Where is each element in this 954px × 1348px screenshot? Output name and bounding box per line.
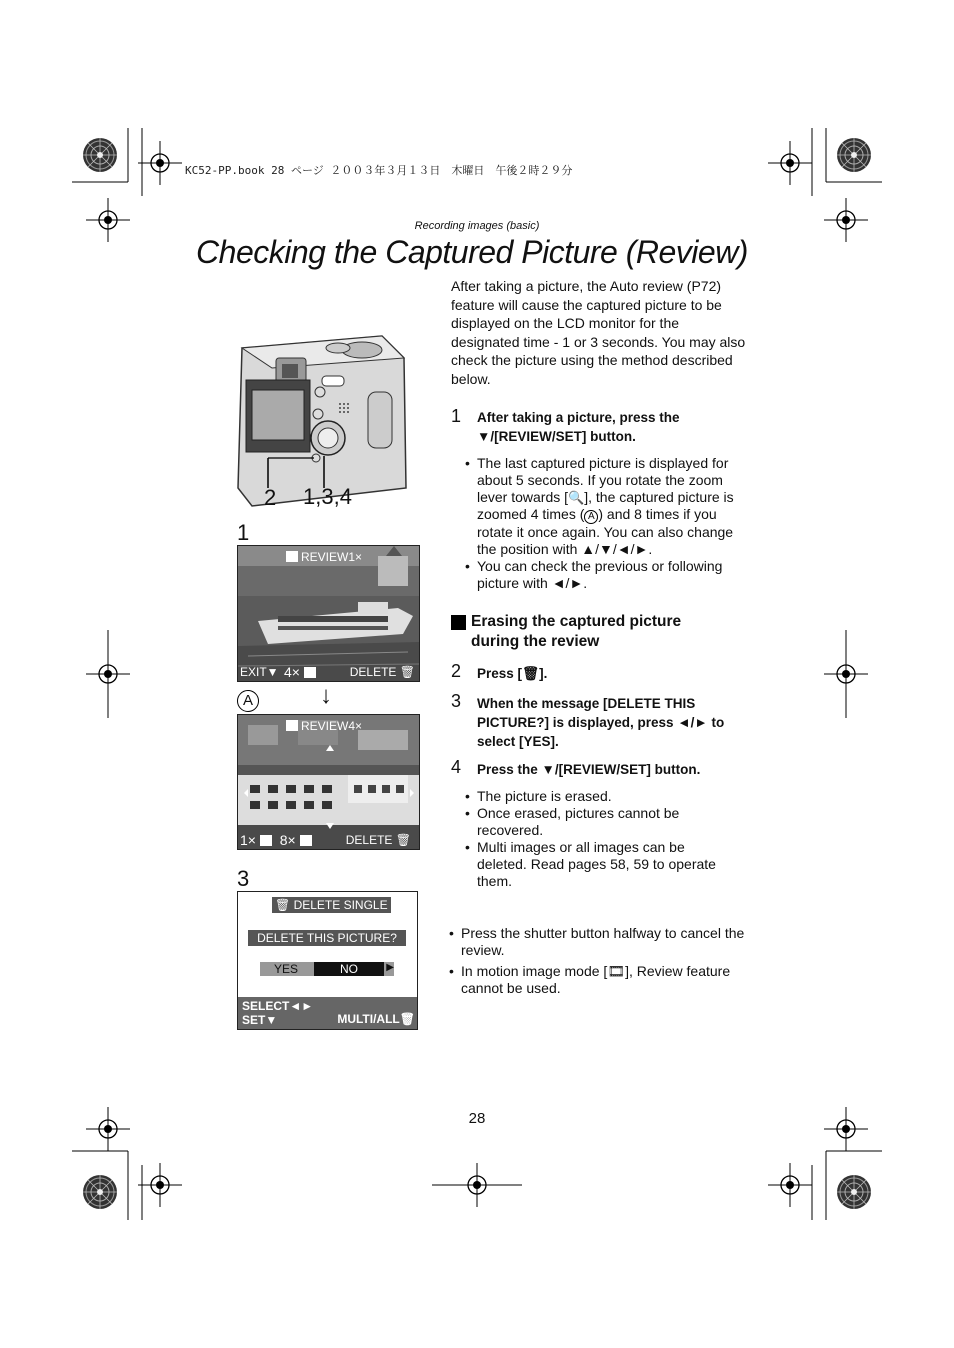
multi-grid-icon (260, 835, 272, 846)
note-1: • Press the shutter button halfway to cancel the review. (449, 925, 749, 959)
page-number: 28 (468, 1110, 486, 1127)
trash-icon: 🗑 (399, 665, 415, 679)
film-icon: 🎞 (607, 963, 626, 979)
step-4-number: 4 (451, 757, 462, 777)
step-1-bullets (465, 455, 750, 592)
note-2: • In motion image mode [🎞], Review feature cannot be used. (449, 963, 749, 997)
no-option[interactable]: NO (314, 962, 384, 976)
step-1-text: After taking a picture, press the ▼/[REVIEW/SET] button. (477, 410, 680, 444)
erasing-subheading: Erasing the captured picture during the review (471, 613, 682, 650)
trash-icon: 🗑 (522, 666, 540, 681)
delete-label-1: DELETE 🗑 (349, 665, 415, 679)
fig-label-a: A (237, 690, 259, 712)
step-2-text: Press [🗑]. (477, 666, 548, 681)
trash-icon: 🗑 (395, 833, 411, 847)
exit-label: EXIT▼ (240, 665, 279, 679)
step-2-number: 2 (451, 661, 462, 681)
page-title: Checking the Captured Picture (Review) (196, 234, 748, 270)
delete-single-title: 🗑 DELETE SINGLE (272, 897, 391, 913)
fig-label-1: 1 (237, 520, 250, 545)
intro-paragraph: After taking a picture, the Auto review (P72) feature will cause the captured picture to be displayed on the LCD monitor for the designated time - 1 or 3 seconds. You may also check the picture using the method described below. (451, 278, 746, 387)
step-1-number: 1 (451, 406, 462, 426)
review-label-4x: REVIEW4× (286, 719, 362, 733)
delete-label-2: DELETE 🗑 (345, 833, 411, 847)
yes-no-selector[interactable] (260, 962, 394, 976)
zoom-1x-label: 1× 8× (240, 832, 312, 848)
zoom-magnifier-icon (300, 835, 312, 846)
book-header-line: KC52-PP.book 28 ページ ２００３年３月１３日 木曜日 午後２時２９分 (185, 164, 573, 177)
step-4-bullet-1: • The picture is erased. (465, 788, 735, 805)
step-3-text: When the message [DELETE THIS PICTURE?] is displayed, press ◄/► to select [YES]. (477, 696, 725, 749)
fig-label-3: 3 (237, 866, 250, 891)
zoom-4x-label: 4× (284, 664, 316, 680)
review-screen-1 (237, 545, 420, 682)
notes-list (449, 925, 749, 997)
step-4-bullets (465, 788, 735, 890)
ship-photo (238, 546, 419, 681)
review-label-1: REVIEW1× (286, 550, 362, 564)
camera-label-2: 2 (264, 485, 277, 510)
step-1-bullet-2: • You can check the previous or following picture with ◄/►. (465, 558, 750, 592)
right-arrow-icon: ▶ (386, 962, 394, 973)
select-label: SELECT◄► (242, 999, 314, 1013)
zoom-magnifier-icon: 🔍 (568, 490, 585, 505)
black-square-icon (451, 615, 466, 630)
delete-screen (237, 891, 418, 1030)
trash-icon: 🗑 (275, 898, 291, 912)
step-4-bullet-2: • Once erased, pictures cannot be recovered. (465, 805, 735, 839)
multi-all-label: MULTI/ALL🗑 (337, 1012, 415, 1026)
set-label: SET▼ (242, 1013, 278, 1027)
camera-label-134: 1,3,4 (303, 484, 352, 509)
circled-a-icon: A (584, 510, 598, 524)
review-icon (286, 720, 298, 731)
step-3-number: 3 (451, 691, 462, 711)
review-screen-4x (237, 714, 420, 850)
step-4-text: Press the ▼/[REVIEW/SET] button. (477, 762, 701, 777)
trash-icon: 🗑 (399, 1012, 415, 1026)
review-icon (286, 551, 298, 562)
section-label: Recording images (basic) (414, 220, 540, 232)
step-1-bullet-1: • The last captured picture is displayed for about 5 seconds. If you rotate the zoom lever towards [🔍], the captured picture is zoomed 4 times ( A ) and 8 times if you rotate it once again. You can also change the position with ▲/▼/◄/►. (465, 455, 750, 558)
down-arrow: ↓ (320, 682, 332, 709)
delete-question: DELETE THIS PICTURE? (248, 930, 406, 946)
zoom-magnifier-icon (304, 667, 316, 678)
yes-option[interactable]: YES (274, 962, 299, 976)
zoomed-ship-photo (238, 715, 419, 849)
delete-footer (238, 997, 417, 1029)
step-4-bullet-3: • Multi images or all images can be deleted. Read pages 58, 59 to operate them. (465, 839, 735, 890)
